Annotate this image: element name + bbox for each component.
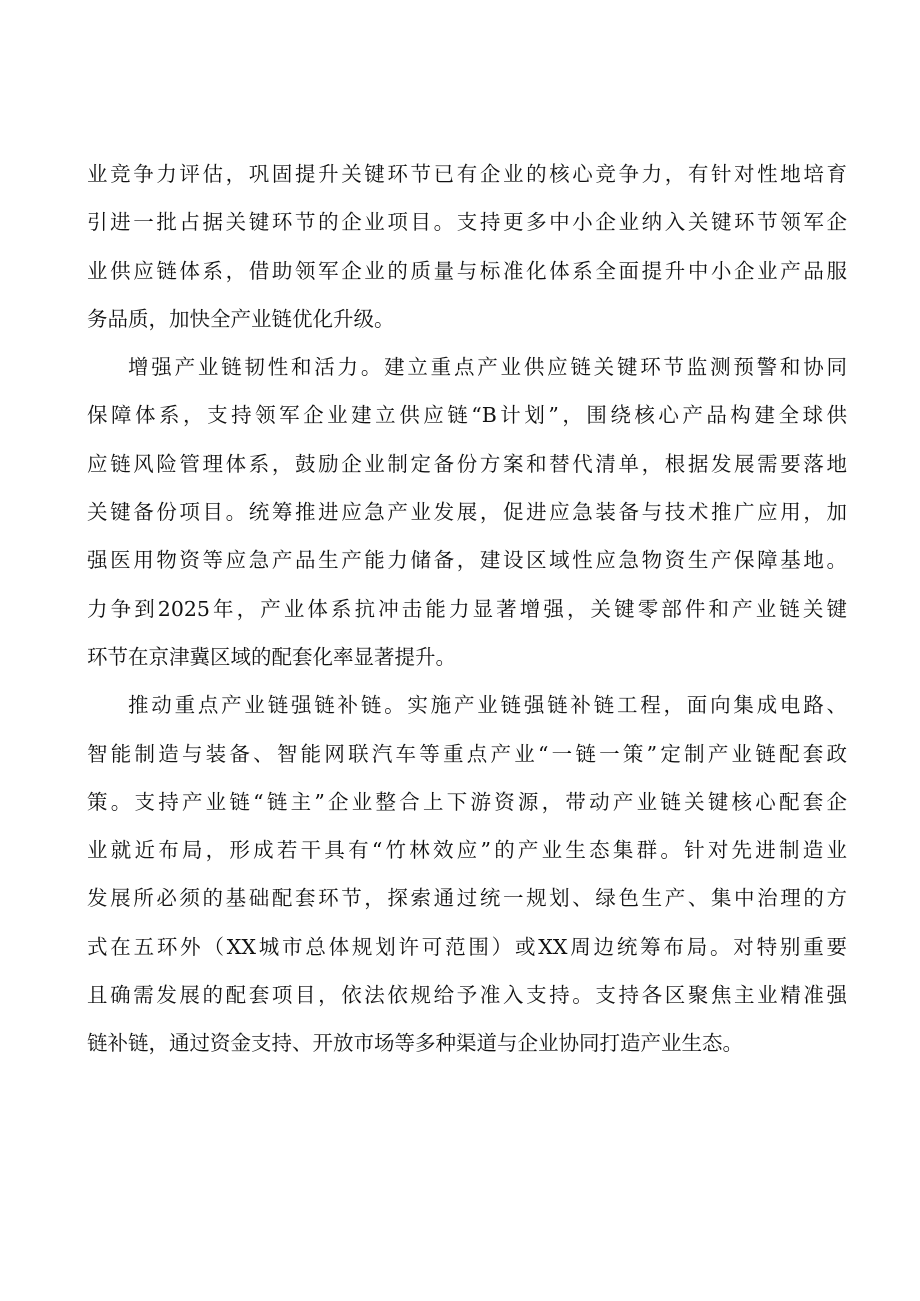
text-line: 业就近布局，形成若干具有“竹林效应”的产业生态集群。针对先进制造业	[87, 838, 847, 863]
paragraph-first-line: 增强产业链韧性和活力。建立重点产业供应链关键环节监测预警和协同	[128, 355, 847, 380]
text-line: 引进一批占据关键环节的企业项目。支持更多中小企业纳入关键环节领军企	[87, 210, 847, 235]
text-line: 策。支持产业链“链主”企业整合上下游资源，带动产业链关键核心配套企	[87, 789, 847, 814]
paragraph-first-line: 推动重点产业链强链补链。实施产业链强链补链工程，面向集成电路、	[128, 693, 847, 718]
paragraph-end-line: 务品质，加快全产业链优化升级。	[87, 306, 395, 331]
text-line: 业供应链体系，借助领军企业的质量与标准化体系全面提升中小企业产品服	[87, 258, 847, 283]
text-line: 强医用物资等应急产品生产能力储备，建设区域性应急物资生产保障基地。	[87, 548, 847, 573]
text-line: 且确需发展的配套项目，依法依规给予准入支持。支持各区聚焦主业精准强	[87, 983, 847, 1008]
text-line: 保障体系，支持领军企业建立供应链“B计划”，围绕核心产品构建全球供	[87, 403, 847, 428]
paragraph-end-line: 链补链，通过资金支持、开放市场等多种渠道与企业协同打造产业生态。	[87, 1031, 743, 1056]
text-line: 业竞争力评估，巩固提升关键环节已有企业的核心竞争力，有针对性地培育	[87, 162, 847, 186]
text-line: 发展所必须的基础配套环节，探索通过统一规划、绿色生产、集中治理的方	[87, 886, 847, 911]
text-line: 应链风险管理体系，鼓励企业制定备份方案和替代清单，根据发展需要落地	[87, 451, 847, 476]
text-line: 力争到2025年，产业体系抗冲击能力显著增强，关键零部件和产业链关键	[87, 596, 847, 621]
text-line: 智能制造与装备、智能网联汽车等重点产业“一链一策”定制产业链配套政	[87, 741, 847, 766]
text-line: 式在五环外（XX城市总体规划许可范围）或XX周边统筹布局。对特别重要	[87, 934, 847, 959]
paragraph-end-line: 环节在京津冀区域的配套化率显著提升。	[87, 644, 456, 669]
text-line: 关键备份项目。统筹推进应急产业发展，促进应急装备与技术推广应用，加	[87, 500, 847, 525]
document-body	[87, 150, 847, 1068]
